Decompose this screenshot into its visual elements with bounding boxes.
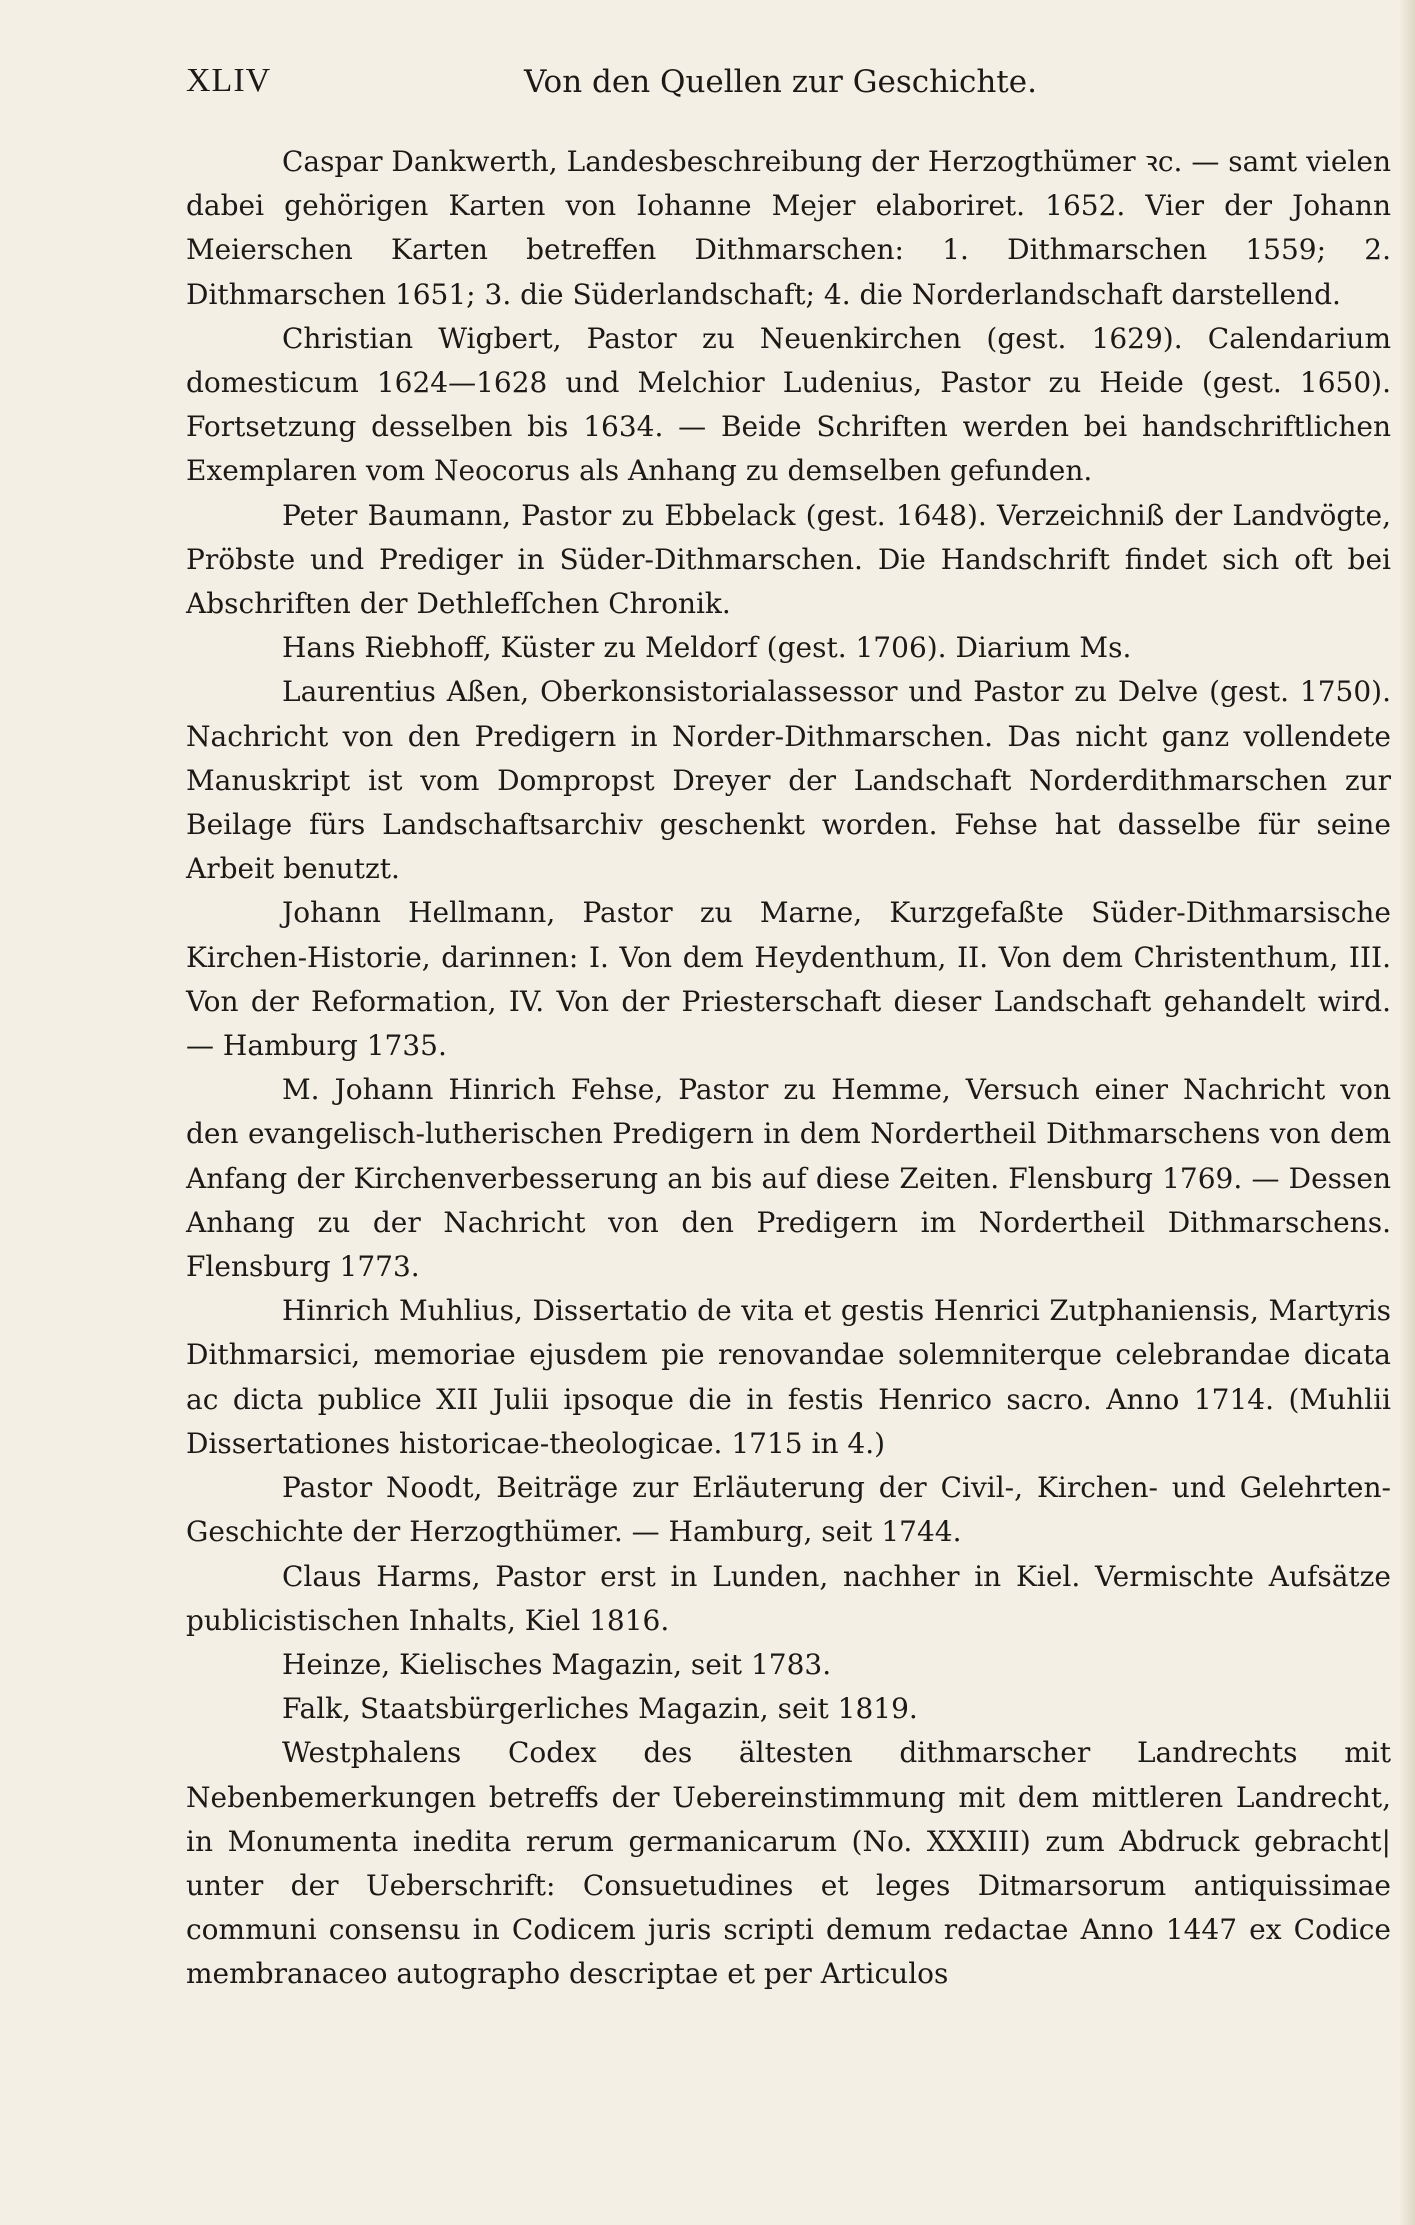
- running-head: Von den Quellen zur Geschichte.: [524, 64, 1037, 100]
- page-number: XLIV: [186, 62, 272, 99]
- entry-muhlius: Hinrich Muhlius, Dissertatio de vita et gestis Henrici Zutphaniensis, Martyris Dithmarsici, memoriae ejusdem pie renovandae solemniterque celebrandae dicata ac dicta publice XII Julii ipsoque die in festis Henrico sacro. Anno 1714. (Muhlii Dissertationes historicae-theologicae. 1715 in 4.): [186, 1294, 1391, 1460]
- entry-dankwerth: Caspar Dankwerth, Landesbeschreibung der Herzogthümer ꝛc. — samt vielen dabei gehörigen Karten von Iohanne Mejer elaboriret. 1652. Vier der Johann Meierschen Karten betreffen Dithmarschen: 1. Dithmarschen 1559; 2. Dithmarschen 1651; 3. die Süderlandschaft; 4. die Norderlandschaft darstellend.: [186, 145, 1391, 311]
- page-header: [186, 62, 1391, 112]
- entry-noodt: Pastor Noodt, Beiträge zur Erläuterung der Civil-, Kirchen- und Gelehrten-Geschichte der Herzogthümer. — Hamburg, seit 1744.: [186, 1471, 1391, 1549]
- entry-fehse: M. Johann Hinrich Fehse, Pastor zu Hemme, Versuch einer Nachricht von den evangelisch-lutherischen Predigern in dem Nordertheil Dithmarschens von dem Anfang der Kirchenverbesserung an bis auf diese Zeiten. Flensburg 1769. — Dessen Anhang zu der Nachricht von den Predigern im Nordertheil Dithmarschens. Flensburg 1773.: [186, 1073, 1391, 1284]
- entry-wigbert: Christian Wigbert, Pastor zu Neuenkirchen (gest. 1629). Calendarium domesticum 1624—1628 und Melchior Ludenius, Pastor zu Heide (gest. 1650). Fortsetzung desselben bis 1634. — Beide Schriften werden bei handschriftlichen Exemplaren vom Neocorus als Anhang zu demselben gefunden.: [186, 321, 1391, 488]
- entry-heinze: Heinze, Kielisches Magazin, seit 1783.: [282, 1647, 832, 1681]
- entry-riebhoff: Hans Riebhoff, Küster zu Meldorf (gest. 1706). Diarium Ms.: [282, 631, 1132, 665]
- entry-baumann: Peter Baumann, Pastor zu Ebbelack (gest. 1648). Verzeichniß der Landvögte, Pröbste und Prediger in Süder-Dithmarschen. Die Handschrift findet sich oft bei Abschriften der Dethlefſchen Chronik.: [186, 498, 1391, 621]
- entry-harms: Claus Harms, Pastor erst in Lunden, nachher in Kiel. Vermischte Aufsätze publicistischen Inhalts, Kiel 1816.: [186, 1559, 1391, 1637]
- bibliography-list: [186, 140, 1391, 1997]
- entry-falk: Falk, Staatsbürgerliches Magazin, seit 1819.: [282, 1692, 918, 1726]
- entry-assen: Laurentius Aßen, Oberkonsistorialassessor und Pastor zu Delve (gest. 1750). Nachricht von den Predigern in Norder-Dithmarschen. Das nicht ganz vollendete Manuskript ist vom Dompropst Dreyer der Landschaft Norderdithmarschen zur Beilage fürs Landschaftsarchiv geschenkt worden. Fehse hat dasselbe für seine Arbeit benutzt.: [186, 675, 1391, 886]
- page-edge-shadow: [1399, 0, 1415, 2225]
- entry-westphalen: Westphalens Codex des ältesten dithmarscher Landrechts mit Nebenbemerkungen betreffs der Uebereinstimmung mit dem mittleren Landrecht, in Monumenta inedita rerum germanicarum (No. XXXIII) zum Abdruck gebracht| unter der Ueberschrift: Consuetudines et leges Ditmarsorum antiquissimae communi consensu in Codicem juris scripti demum redactae Anno 1447 ex Codice membranaceo autographo descriptae et per Articulos: [186, 1736, 1391, 1991]
- entry-hellmann: Johann Hellmann, Pastor zu Marne, Kurzgefaßte Süder-Dithmarsische Kirchen-Historie, darinnen: I. Von dem Heydenthum, II. Von dem Christenthum, III. Von der Reformation, IV. Von der Priesterschaft dieser Landschaft gehandelt wird. — Hamburg 1735.: [186, 896, 1391, 1063]
